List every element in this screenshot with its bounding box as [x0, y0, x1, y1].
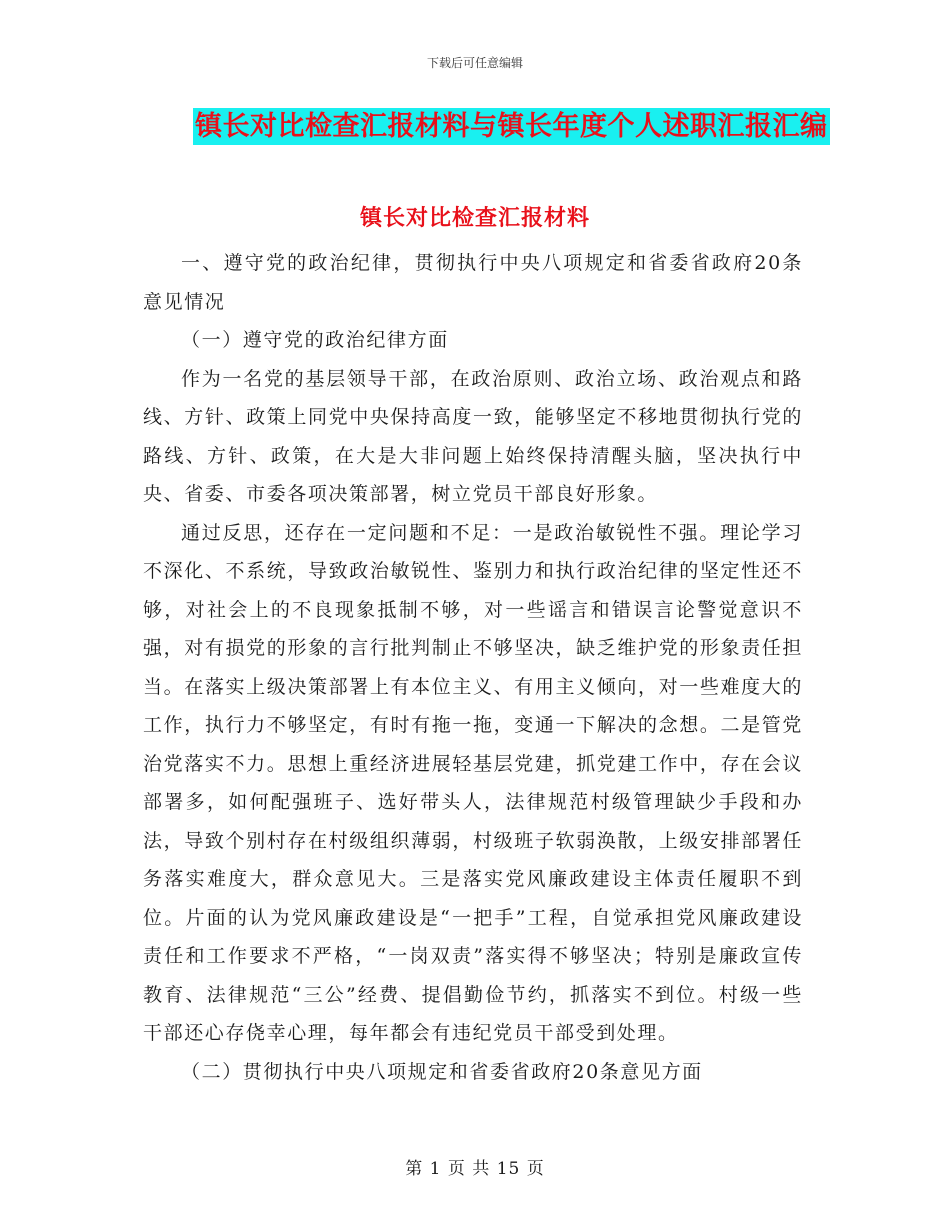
header-note: 下载后可任意编辑 — [426, 56, 523, 70]
page-footer: 第 1 页 共 15 页 — [405, 1159, 545, 1179]
main-title-wrap — [193, 108, 830, 145]
paragraph: 作为一名党的基层领导干部，在政治原则、政治立场、政治观点和路线、方针、政策上同党中央保持高度一致，能够坚定不移地贯彻执行党的路线、方针、政策，在大是大非问题上始终保持清醒头脑，坚决执行中央、省委、市委各项决策部署，树立党员干部良好形象。 — [143, 367, 803, 505]
body-text — [143, 244, 803, 1091]
main-title: 镇长对比检查汇报材料与镇长年度个人述职汇报汇编 — [193, 108, 830, 145]
section-title: 镇长对比检查汇报材料 — [359, 205, 590, 231]
paragraph: （二）贯彻执行中央八项规定和省委省政府20条意见方面 — [181, 1060, 703, 1083]
paragraph: 通过反思，还存在一定问题和不足：一是政治敏锐性不强。理论学习不深化、不系统，导致政治敏锐性、鉴别力和执行政治纪律的坚定性还不够，对社会上的不良现象抵制不够，对一些谣言和错误言论警觉意识不强，对有损党的形象的言行批判制止不够坚决，缺乏维护党的形象责任担当。在落实上级决策部署上有本位主义、有用主义倾向，对一些难度大的工作，执行力不够坚定，有时有拖一拖，变通一下解决的念想。二是管党治党落实不力。思想上重经济进展轻基层党建，抓党建工作中，存在会议部署多，如何配强班子、选好带头人，法律规范村级管理缺少手段和办法，导致个别村存在村级组织薄弱，村级班子软弱涣散，上级安排部署任务落实难度大，群众意见大。三是落实党风廉政建设主体责任履职不到位。片面的认为党风廉政建设是“一把手”工程，自觉承担党风廉政建设责任和工作要求不严格，“一岗双责”落实得不够坚决；特别是廉政宣传教育、法律规范“三公”经费、提倡勤俭节约，抓落实不到位。村级一些干部还心存侥幸心理，每年都会有违纪党员干部受到处理。 — [143, 521, 803, 1044]
paragraph: 一、遵守党的政治纪律，贯彻执行中央八项规定和省委省政府20条意见情况 — [143, 252, 803, 313]
paragraph: （一）遵守党的政治纪律方面 — [181, 329, 449, 351]
